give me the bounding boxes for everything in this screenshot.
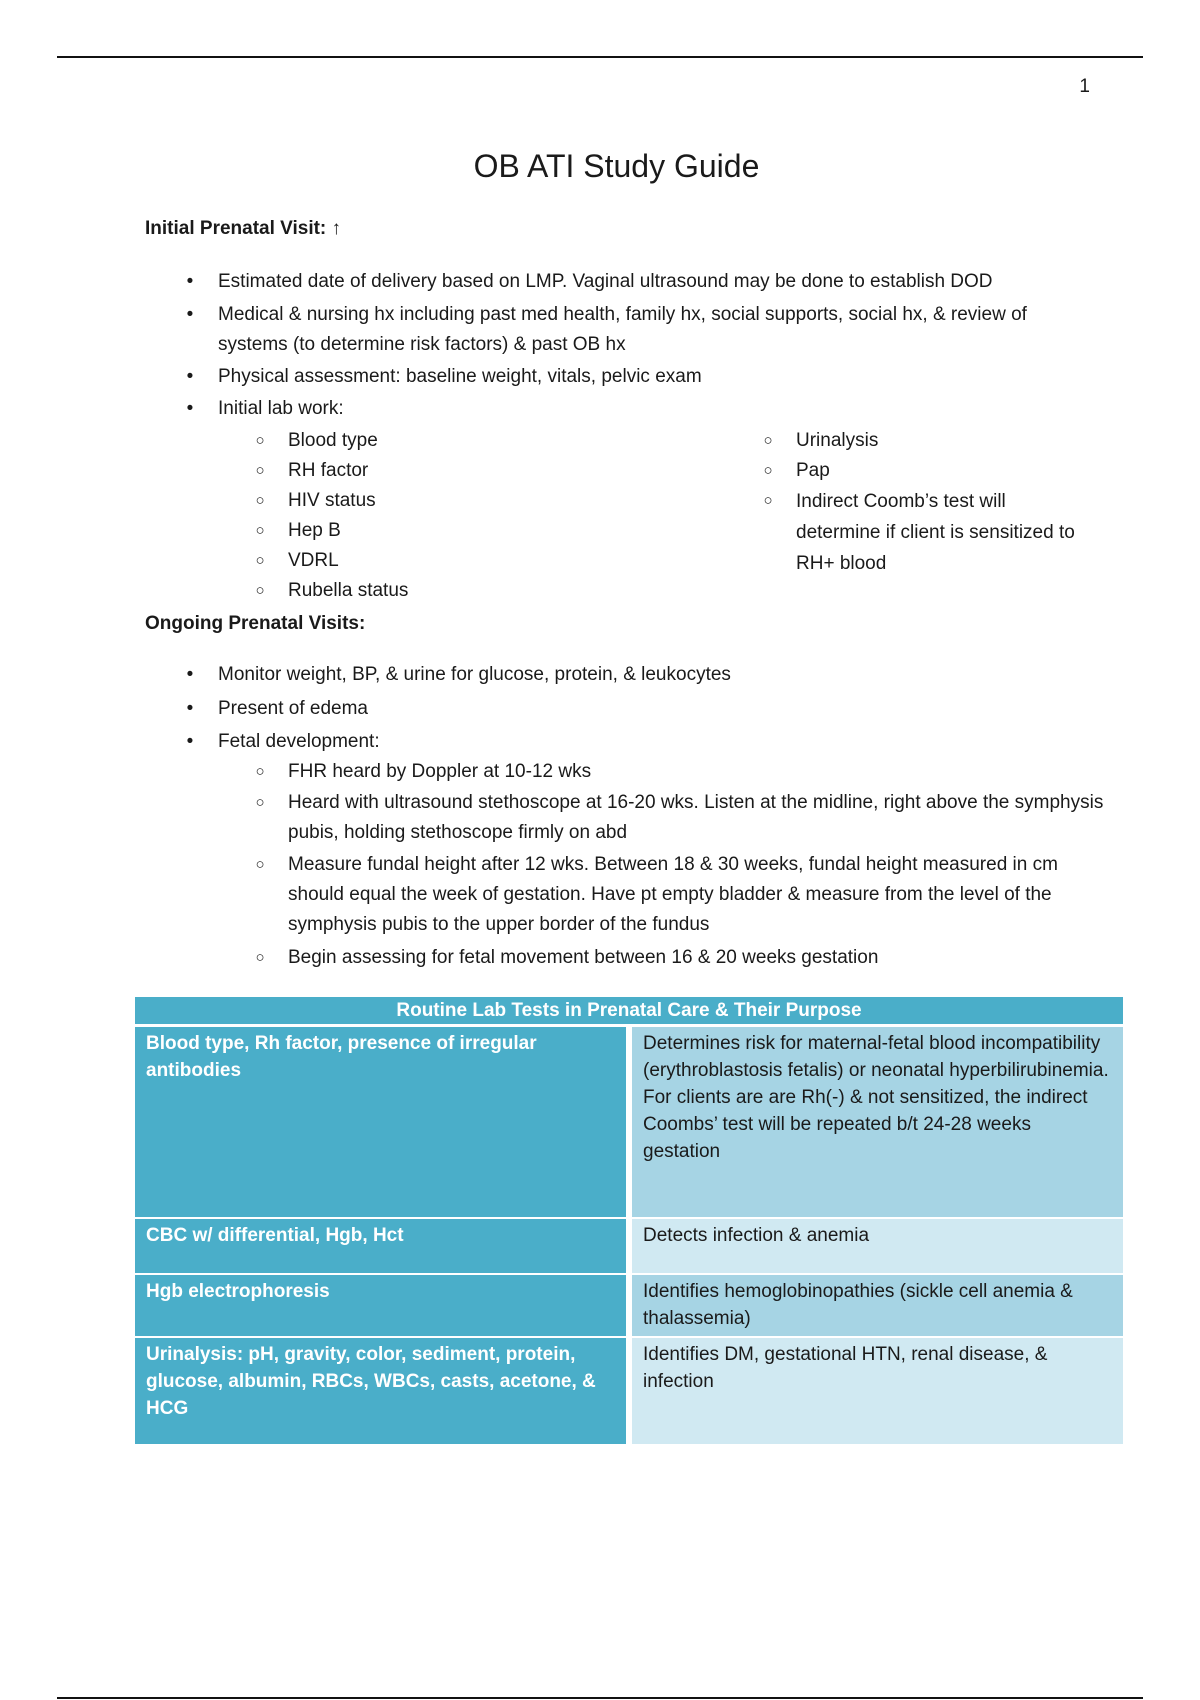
circle-bullet-icon: ○ [763, 492, 773, 509]
lab-item: ○ RH factor [252, 456, 368, 486]
table-row [135, 1338, 1123, 1446]
bullet-icon: • [186, 271, 194, 292]
circle-bullet-icon: ○ [255, 432, 265, 449]
circle-bullet-icon: ○ [255, 462, 265, 479]
circle-bullet-icon: ○ [255, 552, 265, 569]
bullet-icon: • [186, 304, 194, 325]
bullet-icon: • [186, 366, 194, 387]
fetal-item: ○ FHR heard by Doppler at 10-12 wks [252, 757, 1112, 787]
lab-item: ○ Indirect Coomb’s test will determine if client is sensitized to RH+ blood [760, 486, 1100, 579]
list-item: • Fetal development: [180, 727, 1098, 757]
routine-lab-table [135, 997, 1123, 1446]
top-rule [57, 56, 1143, 58]
list-item: • Initial lab work: [180, 394, 1098, 424]
circle-bullet-icon: ○ [255, 763, 265, 780]
lab-test-cell: Hgb electrophoresis [135, 1275, 632, 1338]
lab-item: ○ Hep B [252, 516, 341, 546]
page-number: 1 [1079, 76, 1090, 97]
lab-purpose-cell: Determines risk for maternal-fetal blood incompatibility (erythroblastosis fetalis) or neonatal hyperbilirubinemia. For clients are are Rh(-) & not sensitized, the indirect Coombs’ test will be repeated b/t 24-28 weeks gestation [632, 1027, 1123, 1219]
lab-test-cell: CBC w/ differential, Hgb, Hct [135, 1219, 632, 1275]
list-item: • Monitor weight, BP, & urine for glucose, protein, & leukocytes [180, 660, 1098, 690]
lab-purpose-cell: Identifies hemoglobinopathies (sickle cell anemia & thalassemia) [632, 1275, 1123, 1338]
initial-visit-heading: Initial Prenatal Visit: ↑ [145, 218, 342, 239]
list-item: • Medical & nursing hx including past med health, family hx, social supports, social hx, & review of systems (to determine risk factors) & past OB hx [180, 300, 1098, 360]
table-row [135, 1219, 1123, 1275]
circle-bullet-icon: ○ [255, 794, 265, 811]
lab-test-cell: Blood type, Rh factor, presence of irregular antibodies [135, 1027, 632, 1219]
list-item: • Present of edema [180, 694, 1098, 724]
fetal-item: ○ Begin assessing for fetal movement between 16 & 20 weeks gestation [252, 943, 1112, 973]
circle-bullet-icon: ○ [255, 582, 265, 599]
circle-bullet-icon: ○ [763, 462, 773, 479]
lab-test-cell: Urinalysis: pH, gravity, color, sediment, protein, glucose, albumin, RBCs, WBCs, casts, acetone, & HCG [135, 1338, 632, 1446]
circle-bullet-icon: ○ [255, 492, 265, 509]
bullet-icon: • [186, 664, 194, 685]
lab-item: ○ Urinalysis [760, 426, 1100, 456]
circle-bullet-icon: ○ [255, 522, 265, 539]
lab-item: ○ Blood type [252, 426, 378, 456]
table-row [135, 1275, 1123, 1338]
fetal-item: ○ Measure fundal height after 12 wks. Between 18 & 30 weeks, fundal height measured in cm should equal the week of gestation. Have pt empty bladder & measure from the level of the symphysis pubis to the upper border of the fundus [252, 850, 1112, 940]
fetal-item: ○ Heard with ultrasound stethoscope at 16-20 wks. Listen at the midline, right above the symphysis pubis, holding stethoscope firmly on abd [252, 788, 1112, 848]
circle-bullet-icon: ○ [763, 432, 773, 449]
lab-purpose-cell: Detects infection & anemia [632, 1219, 1123, 1275]
list-item: • Physical assessment: baseline weight, vitals, pelvic exam [180, 362, 1098, 392]
lab-item: ○ Rubella status [252, 576, 408, 606]
page-title: OB ATI Study Guide [473, 148, 760, 184]
circle-bullet-icon: ○ [255, 949, 265, 966]
bullet-icon: • [186, 698, 194, 719]
list-item: • Estimated date of delivery based on LMP. Vaginal ultrasound may be done to establish DOD [180, 267, 1098, 297]
lab-item: ○ VDRL [252, 546, 339, 576]
lab-item: ○ HIV status [252, 486, 376, 516]
lab-item: ○ Pap [760, 456, 1100, 486]
bullet-icon: • [186, 731, 194, 752]
table-row [135, 1027, 1123, 1219]
lab-purpose-cell: Identifies DM, gestational HTN, renal disease, & infection [632, 1338, 1123, 1446]
circle-bullet-icon: ○ [255, 856, 265, 873]
ongoing-visits-heading: Ongoing Prenatal Visits: [145, 613, 366, 634]
table-header: Routine Lab Tests in Prenatal Care & Their Purpose [135, 997, 1123, 1027]
bullet-icon: • [186, 398, 194, 419]
bottom-rule [57, 1697, 1143, 1699]
